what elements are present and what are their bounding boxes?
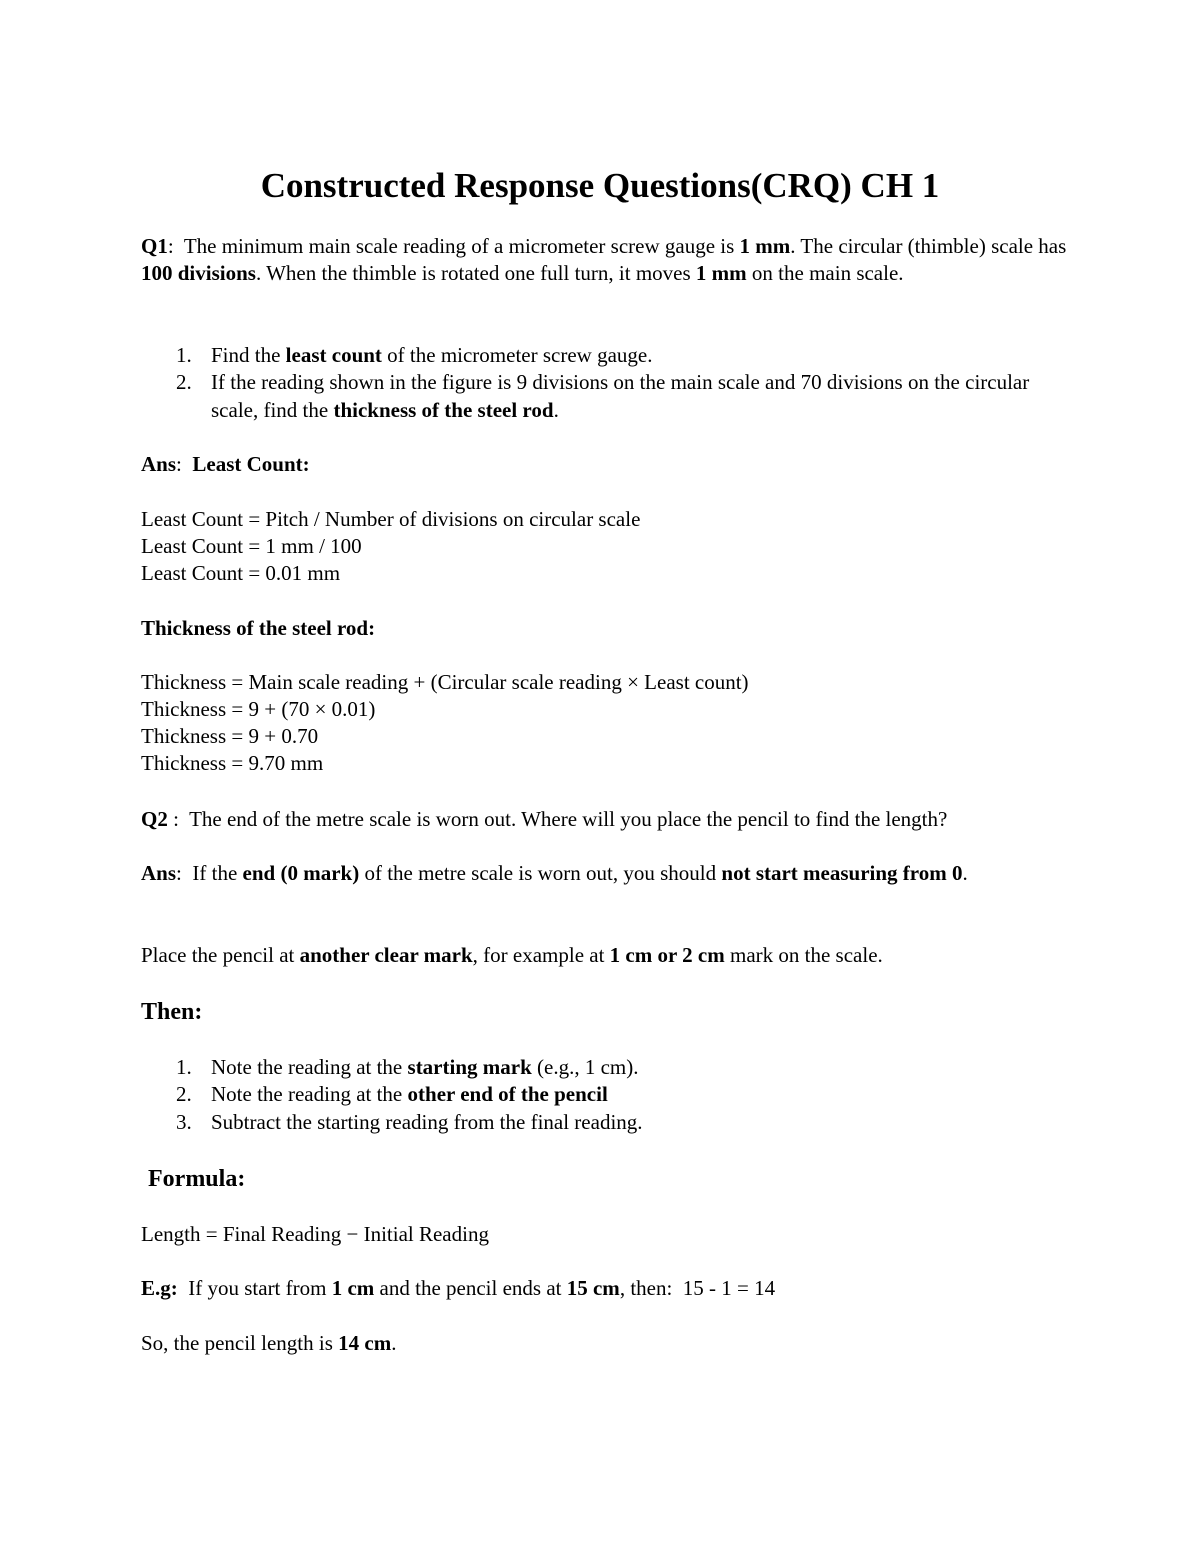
text: If the [192, 861, 243, 885]
bold-text: another clear mark [299, 943, 473, 967]
list-number: 1. [176, 1055, 192, 1079]
section-heading-text: Thickness of the steel rod: [141, 616, 376, 640]
answer-1-heading [141, 451, 310, 478]
bold-text: other end of the pencil [407, 1082, 608, 1107]
text: The minimum main scale reading of a micrometer screw gauge is [183, 234, 740, 258]
steps-list [141, 1054, 1071, 1136]
text: If you start from [177, 1276, 332, 1300]
bold-text: 15 cm [566, 1276, 620, 1300]
list-number: 3. [176, 1109, 192, 1134]
bold-text: 14 cm [338, 1331, 392, 1355]
section-heading [141, 615, 375, 642]
bold-text: end (0 mark) [242, 861, 360, 885]
text: . When the thimble is rotated one full turn, it moves [255, 261, 696, 286]
text: of the metre scale is worn out, you should [359, 861, 722, 885]
list-number: 1. [176, 343, 192, 367]
example-label: E.g: [141, 1276, 178, 1300]
formula-line: Thickness = 9.70 mm [141, 751, 324, 775]
formula-line: Length = Final Reading − Initial Reading [141, 1222, 489, 1246]
list-item [141, 1054, 1071, 1081]
list-item [141, 1109, 1071, 1136]
question-text: The end of the metre scale is worn out. Where will you place the pencil to find the length? [189, 807, 948, 831]
formula-heading: Formula: [148, 1166, 246, 1192]
formula-line: Least Count = 1 mm / 100 [141, 534, 362, 558]
text: (e.g., 1 cm). [531, 1055, 639, 1079]
bold-text: 1 mm [695, 261, 747, 286]
question-label: Q2 [141, 807, 168, 831]
text: and the pencil ends at [374, 1276, 567, 1300]
answer-label: Ans [141, 861, 177, 885]
separator: : [167, 807, 190, 831]
bold-text: not start measuring from 0 [721, 861, 963, 885]
separator: : [176, 452, 193, 476]
bold-text: 100 divisions [141, 261, 256, 286]
text: , for example at [472, 943, 610, 967]
page-title: Constructed Response Questions(CRQ) CH 1 [260, 166, 940, 205]
bold-text: thickness of the steel rod [333, 397, 554, 422]
then-heading: Then: [141, 999, 203, 1025]
formula-line: Thickness = Main scale reading + (Circular scale reading × Least count) [141, 670, 749, 694]
text: on the main scale. [746, 261, 904, 286]
formula-line: Least Count = 0.01 mm [141, 561, 341, 585]
text: , then: 15 - 1 = 14 [619, 1276, 776, 1300]
formula-line: Thickness = 9 + 0.70 [141, 724, 319, 748]
question-1 [141, 233, 1071, 288]
bold-text: least count [285, 343, 382, 367]
conclusion-line [141, 1330, 396, 1357]
text: Place the pencil at [141, 943, 300, 967]
question-2 [141, 806, 947, 833]
text: So, the pencil length is [141, 1331, 339, 1355]
list-number: 2. [176, 1082, 192, 1107]
list-item [141, 342, 1071, 369]
bold-text: 1 mm [739, 234, 791, 258]
text: . [553, 397, 559, 422]
question-label: Q1 [141, 234, 168, 258]
formula-line: Least Count = Pitch / Number of divisions on circular scale [141, 507, 641, 531]
question-1-subparts [141, 342, 1071, 424]
bold-text: 1 cm [331, 1276, 375, 1300]
text: Find the [211, 343, 286, 367]
text: mark on the scale. [724, 943, 883, 967]
text: Subtract the starting reading from the final reading. [211, 1109, 643, 1134]
answer-2-paragraph [141, 942, 883, 969]
example-line [141, 1275, 775, 1302]
formula-line: Thickness = 9 + (70 × 0.01) [141, 697, 376, 721]
text: Note the reading at the [211, 1055, 408, 1079]
section-heading: Least Count: [192, 452, 310, 476]
text: . [962, 861, 968, 885]
text: . [391, 1331, 397, 1355]
text: . The circular (thimble) scale has [790, 234, 1067, 258]
list-number: 2. [176, 370, 192, 395]
separator: : [167, 234, 184, 258]
text: If the reading shown in the figure is 9 divisions on the main scale and 70 divisions on the circular scale, find the [211, 370, 1030, 422]
answer-2 [141, 860, 1071, 887]
text: of the micrometer screw gauge. [381, 343, 653, 367]
bold-text: 1 cm or 2 cm [609, 943, 725, 967]
text: Note the reading at the [211, 1082, 408, 1107]
answer-label: Ans [141, 452, 177, 476]
bold-text: starting mark [407, 1055, 532, 1079]
list-item [141, 369, 1071, 424]
list-item [141, 1081, 1071, 1108]
separator: : [176, 861, 193, 885]
